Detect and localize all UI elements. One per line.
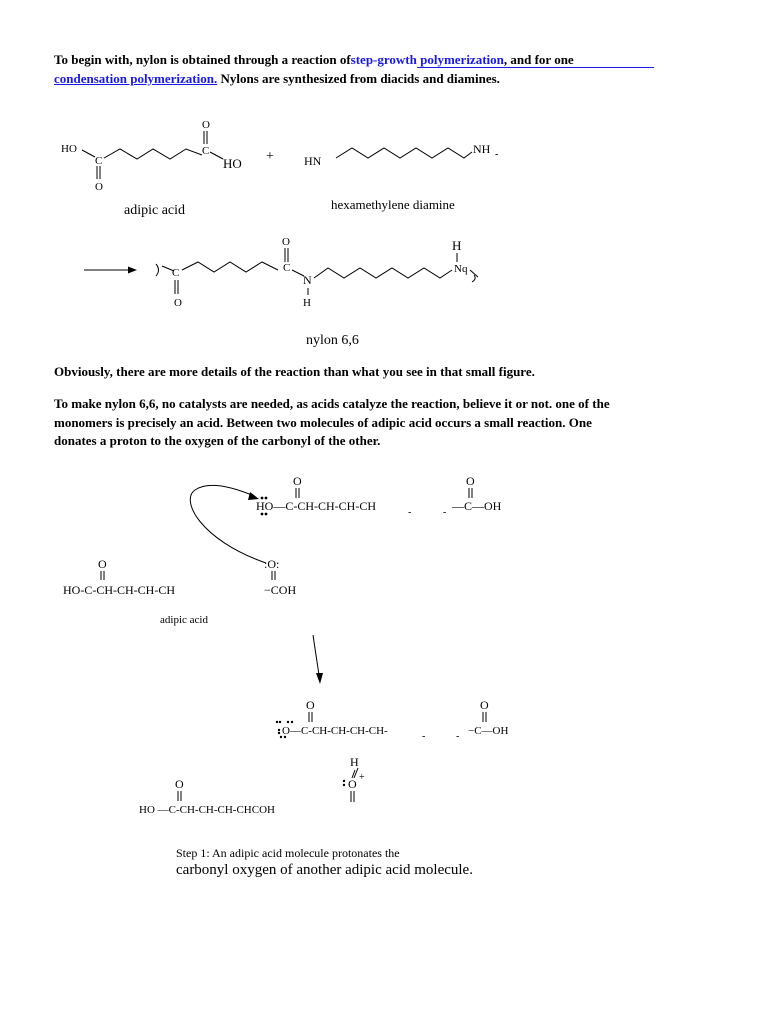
plus-charge: + (359, 772, 365, 783)
minus-sign: - (408, 507, 412, 518)
atom-label: O (175, 777, 184, 791)
atom-label: HO (223, 156, 242, 171)
atom-label: O (306, 698, 315, 712)
intro-text-1: To begin with, nylon is obtained through a reaction of (54, 52, 351, 67)
paragraph-details: Obviously, there are more details of the reaction than what you see in that small figure. (54, 364, 535, 379)
intro-text-2: , and for one (503, 52, 574, 67)
atom-label: O (202, 119, 210, 131)
intro-text-3: Nylons are synthesized from diacids and diamines. (217, 70, 500, 86)
atom-label: O (466, 474, 475, 488)
atom-label: O (282, 236, 290, 248)
carbonyl-coh: −COH (264, 583, 297, 597)
atom-label: O (95, 181, 103, 193)
minus-sign: - (443, 507, 447, 518)
plus-sign: + (266, 149, 274, 164)
left-chain: HO-C-CH-CH-CH-CH (63, 583, 175, 597)
atom-label: C (283, 262, 291, 274)
mid-chain: O—C-CH-CH-CH-CH- (282, 725, 388, 737)
top-chain: HO—C-CH-CH-CH-CH (256, 499, 376, 513)
hexamethylene-diamine-label: hexamethylene diamine (331, 197, 455, 212)
adipic-acid-label: adipic acid (124, 203, 186, 218)
minus-sign: - (422, 731, 426, 742)
atom-label: O (174, 297, 182, 309)
atom-label: HN (304, 154, 322, 168)
link-condensation-polymerization[interactable]: condensation polymerization. (54, 70, 218, 86)
atom-label: O (98, 557, 107, 571)
atom-label: C (172, 267, 180, 279)
paragraph-catalysis: To make nylon 6,6, no catalysts are needed, as acids catalyze the reaction, believe it or not. one of the monomers is precisely an acid. Between two molecules of adipic acid occurs a small reaction. One donates a proton to the oxygen of the carbonyl of the other. (54, 396, 610, 448)
atom-label: C (95, 155, 103, 167)
atom-label: O (293, 474, 302, 488)
carbonyl-oxygen: :O: (264, 557, 280, 571)
atom-label: HO (61, 143, 77, 155)
adipic-acid-caption: adipic acid (160, 614, 208, 626)
atom-label: O (480, 698, 489, 712)
bottom-chain: HO —C-CH-CH-CH-CHCOH (139, 804, 275, 816)
minus-sign: - (456, 731, 460, 742)
atom-label: H (452, 238, 462, 253)
step-caption-line1: Step 1: An adipic acid molecule protonates the (176, 846, 400, 860)
link-step-growth-polymerization[interactable]: step-growth polymerization (350, 52, 504, 67)
atom-label: H (350, 755, 359, 769)
atom-label: NH (473, 142, 491, 156)
atom-label: N (303, 273, 312, 287)
atom-label: C (202, 145, 210, 157)
mid-tail: −C—OH (468, 725, 509, 737)
protonated-oxygen: O (348, 777, 357, 791)
minus-sign: - (495, 149, 499, 160)
top-tail: —C—OH (452, 499, 502, 513)
atom-label: H (303, 297, 311, 309)
atom-label: Nq (454, 263, 468, 275)
nylon-6-6-label: nylon 6,6 (306, 333, 359, 348)
step-caption-line2: carbonyl oxygen of another adipic acid molecule. (176, 862, 473, 878)
